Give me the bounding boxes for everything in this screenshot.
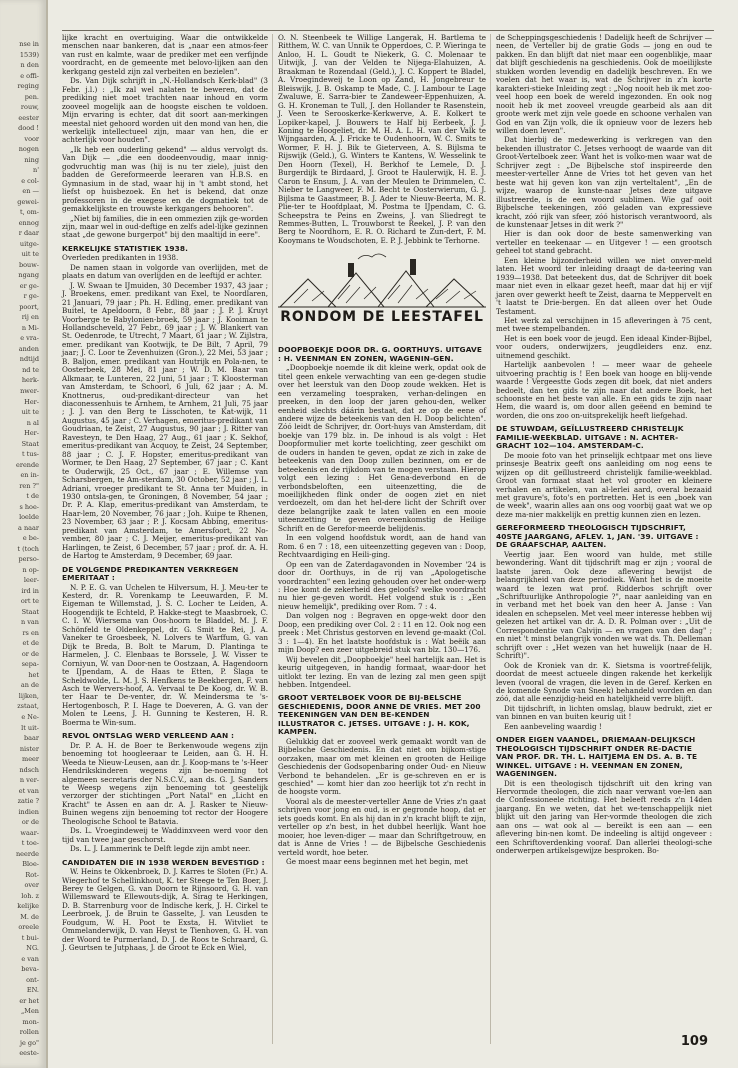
spine-text-fragment: t de <box>26 492 39 501</box>
spine-text-fragment: eester <box>18 113 39 122</box>
paragraph: lijke kracht en overtuiging. Waar die ontwikkelde menschen naar bankeren, dat is „naar een atmos-feer van rust en kalmte, waar de prediker met een verfijnde voordracht, en de gemeente met belovo-lijken aan den kerkgang gesteld zijn zal verbeiten en bezielen". <box>62 33 268 76</box>
spine-text-fragment: nister <box>19 744 39 753</box>
paragraph: de Scheppingsgeschiedenis ! Dadelijk heeft de Schrijver — neen, de Verteller bij de gratie Gods — jong en oud te pakken. En dan blijft dat niet maar een oogenblikje, maar dat blijft geschiedenis na geschiedenis. Ook de moeilijkste stukken worden levendig en dadelijk beschreven. En we voelen dat het waar is, wat de Schrijver in z'n korte karakteri-stieke Inleiding zegt : „Nog nooit heb ik met zoo-veel hoop een boek de wereld ingezonden. En ook nog nooit heb ik met zooveel vreugde gearbeid als aan dit groote werk met zijn vele goede en schoone verhalen van God en van Zijn volk, die ik opnieuw voor de lezers heb willen doen leven". <box>496 33 712 135</box>
section-heading: KERKELIJKE STATISTIEK 1938. <box>62 243 189 253</box>
paragraph: Ge moest maar eens beginnen met het begin, met <box>286 857 469 867</box>
spine-text-fragment: e col- <box>21 176 39 185</box>
spine-text-fragment: ning <box>24 155 39 164</box>
review-heading: ONDER EIGEN VAANDEL, DRIEMAAN-DELIJKSCH THEOLOGISCH TIJDSCHRIFT ONDER RE-DACTIE VAN PROF. DR. TH. L. HAITJEMA EN DS. A. B. TE WINKEL. UITGAVE : H. VEENMAN EN ZONEN, WAGENINGEN. <box>496 735 698 779</box>
review-heading: DE STUWDAM, GEÏLLUSTREERD CHRISTELIJK FAMILIE-WEEKBLAD. UITGAVE : N. ACHTER-GRACHT 102—104. AMSTERDAM-C. <box>496 424 684 451</box>
spine-text-fragment: loelde <box>19 513 39 522</box>
spine-text-fragment: nd te <box>22 365 39 374</box>
spine-text-fragment: ndsch <box>19 765 39 774</box>
spine-text-fragment: e van <box>21 954 39 963</box>
paragraph: „Niet bij families, die in een ommezien zijk ge-worden zijn, maar wel in oud-deftige en zelfs adel-lijke gezinnen staat „de gewone burgerpot" bij den maaltijd in eere". <box>62 213 268 240</box>
spine-text-fragment: Rot- <box>25 870 39 879</box>
spine-text-fragment: ort te <box>20 597 39 606</box>
spine-text-fragment: leer- <box>23 576 39 585</box>
spine-text-fragment: zatie ? <box>17 797 39 806</box>
spine-text-fragment: r ge- <box>23 292 39 301</box>
paragraph: Wij bevelen dit „Doopboekje" heel hartelijk aan. Het is keurig uitgegeven, in handig formaat, waar-door het uitlokt ter lezing. En van de lezing zal men geen spijt hebben. Intgendeel. <box>278 654 486 689</box>
column-right <box>496 34 712 1034</box>
spine-text-fragment: e vra- <box>20 334 39 343</box>
spine-text-fragment: poort, <box>19 302 39 311</box>
spine-text-fragment: n al <box>26 418 39 427</box>
spine-text-fragment: er het <box>19 996 39 1005</box>
paragraph: Gelukkig dat er zooveel werk gemaakt wordt van de Bijbelsche Geschiedenis. En dat niet om bijkom-stige oorzaken, maar om met kleinen en grooten de Heilige Geschiedenis der Godsopenbaring onder Oud- en Nieuw Verbond te behandelen. „Er is ge-schreven en er is geschied" — komt hier dan zoo heerlijk tot z'n recht in de hoogste vorm. <box>278 736 486 797</box>
spine-text-fragment: et van <box>18 786 39 795</box>
paragraph: De mooie foto van het prinselijk echtpaar met ons lieve prinsesje Beatrix geeft ons aanleiding om nog eens te wijzen op dit geïllustreerd christelijk familie-weekblad. Groot van formaat staat het vol grooter en kleinere verhalen en artikelen, van al-lerlei aard, overal bezaaid met gravure's, foto's en portretten. Het is een „boek van de week", waarin alles aan ons oog voorbij gaat wat we op deze ma-nier makkelijk en prettig kunnen zien en lezen. <box>496 450 712 519</box>
section-heading: CANDIDATEN DIE IN 1938 WERDEN BEVESTIGD : <box>62 857 265 867</box>
paragraph: Ds. L. J. Lammerink te Delft legde zijn ambt neer. <box>70 844 251 854</box>
spine-text-fragment: zstaat, <box>17 702 39 711</box>
spine-text-fragment: gewei- <box>17 197 39 206</box>
column-divider <box>490 34 491 1044</box>
spine-text-fragment: t (toch <box>17 544 39 553</box>
spine-text-fragment: en — <box>22 187 39 196</box>
review-heading: GEREFORMEERD THEOLOGISCH TIJDSCHRIFT, 40STE JAARGANG, AFLEV. 1, JAN. '39. UITGAVE : DE GRAAFSCHAP, AALTEN. <box>496 523 699 550</box>
paragraph: Hier is dan ook door de beste samenwerking van verteller en teekenaar — en Uitgever ! — een grootsch geheel tot stand gebracht. <box>496 229 712 256</box>
banner-title: RONDOM DE LEESTAFEL <box>280 309 484 326</box>
spine-text-fragment: ren ?" <box>19 481 39 490</box>
spine-text-fragment: nse in <box>19 40 39 48</box>
spine-text-fragment: t toe- <box>21 839 39 848</box>
paragraph: J. W. Swaan te IJmuiden, 30 December 1937, 43 jaar ; J. Broekens, emer. predikant van Exel, te Noordlaren, 21 Januari, 79 jaar ; Ph. H. Edling, emer. predikant van Buitel, te Apeldoorn, 8 Febr., 88 jaar ; J. P. J. Kruyt Voorberge te Babylonien-broek, 59 jaar ; J. Kooiman te Hollandscheveld, 27 Febr., 69 jaar ; J. W. Blankert van St. Oedenrode, te Utrecht, 7 Maart, 61 jaar ; W. Zijlstra, emer. predikant van Kootwijk, te De Bilt, 7 April, 79 jaar; J. C. Loor te Zevenhuizen (Gron.), 22 Mei, 53 jaar ; B. Baljon, emer. predikant van Houtrijk en Pola-nen, te Oosterbeek, 28 Mei, 81 jaar ; W. D. M. Baar van Alkmaar, te Lunteren, 22 Juni, 51 jaar ; T. Kloosterman van Amsterdam, te Schoorl, 6 Juli, 62 jaar ; A. M. Knottnerus, oud-predikant-directeur van het diaconessenhuis te Arnhem, te Arnhem, 21 Juli, 75 jaar ; J. J. van den Berg te Lisschoten, te Kat-wijk, 11 Augustus, 45 jaar ; C. Verhagen, emeritus-predikant van Goudriaan, te Zeist, 27 Augustus, 90 jaar ; J. Ritter van Ravesteyn, te Den Haag, 27 Aug., 61 jaar ; K. Sekhof, emeritus-predikant van Acquoy, te Zeist, 24 September, 88 jaar ; C. J. F. Hopster, emeritus-predikant van Wormer, te Den Haag, 27 September, 67 jaar ; C. Kant te Ouderwijk, 25 Oct., 67 jaar ; E. Willemse van Scharsbergen, te Am-sterdam, 30 October, 52 jaar ; J. L. Adriani, vroeger predikant te St. Anna ter Muiden, in 1930 ontsla-gen, te Groningen, 8 November, 54 jaar ; Dr. P. A. Klap, emeritus-predikant van Amsterdam, te Haar-lem, 20 November, 76 jaar ; Joh. Kuipe te Rhenen, 23 November, 63 jaar ; P. J. Kocsam Abbing, emeritus-predikant van Amsterdam, te Amersfoort, 22 No-vember, 80 jaar ; C. J. Meijer, emeritus-predikant van Harlingen, te Zeist, 6 December, 57 jaar ; prof. dr. A. H. de Hartog te Amsterdam, 9 December, 69 jaar. <box>62 280 268 561</box>
spine-text-fragment: n Mi- <box>21 323 39 332</box>
spine-text-fragment: n van <box>21 618 39 627</box>
spine-text-fragment: n ver- <box>19 776 39 785</box>
spine-text-fragment: nwer- <box>20 387 39 395</box>
section-banner <box>278 249 486 341</box>
spine-text-fragment: lijken, <box>18 691 39 700</box>
spine-text-fragment: je go" <box>20 1038 39 1047</box>
paragraph: W. Heins te Okkenbroek, D. J. Karres te Sloten (Fr.) A. Wiegerhof te Schellinkhout, K. ter Steege te Ten Boer, J. Berey te Gelgen, G. van Doorn te Rijnsoord, G. H. van Willemsward te Ellewouts-dijk, A. Sirag te Herkingen, D. B. Starrenburg voor de Indische kerk, J. H. Cirkel te Leerbroek, J. de Bruin te Gasselte, J. van Leusden te Foudgum, W. H. Poot te Exsta, H. Witvliet te Ommelanderwijk, D. van Heyst te Tienhoven, G. H. van der Woord te Purmerland, D. J. de Roos te Schraard, G. J. Geurtsen te Jutphaas, J. de Groot te Eck en Wiel, <box>62 867 268 953</box>
spine-text-fragment: loh. z <box>21 891 39 900</box>
page-number: 109 <box>680 1034 708 1049</box>
paragraph: Het werk zal verschijnen in 15 afleveringen à 75 cent, met twee stempelbanden. <box>496 315 712 334</box>
paragraph: De namen staan in volgorde van overlijden, met de plaats en datum van overlijden en de leeftijd er achter. <box>62 262 268 281</box>
paragraph: Dan volgen nog : Begraven en opge-wekt door den Doop, een prediking over Col. 2 : 11 en 12. Ook nog een preek : Met Christus gestorven en levend ge-maakt (Col. 3 : 1—4). En het laatste hoofdstuk is : Wat beëik aan mijn Doop? een zeer uitgebreid stuk van blz. 130—176. <box>278 611 486 655</box>
spine-text-fragment: en in- <box>20 471 39 480</box>
paragraph: Het is een boek voor de jeugd. Een ideaal Kinder-Bijbel, voor ouders, onderwijzers, jeugdleiders enz. enz. uitnemend geschikt. <box>496 333 712 360</box>
spine-text-fragment: Staat <box>21 607 39 616</box>
spine-text-fragment: r daar <box>18 229 39 238</box>
spine-text-fragment: e be- <box>22 534 39 543</box>
spine-text-fragment: bouw- <box>18 260 39 269</box>
spine-text-fragment: M. de <box>20 912 39 921</box>
top-rule <box>62 30 714 31</box>
spine-text-fragment: s hoe- <box>19 502 39 511</box>
spine-text-fragment: EN. <box>26 986 39 995</box>
spine-text-fragment: NG. <box>26 944 39 953</box>
review-heading: DOOPBOEKJE DOOR DR. G. OORTHUYS. UITGAVE : H. VEENMAN EN ZONEN, WAGENIN-GEN. <box>278 345 482 363</box>
spine-text-fragment: uit te <box>21 408 39 417</box>
spine-text-fragment: oreele <box>18 923 39 932</box>
spine-text-fragment: Staat <box>21 439 39 448</box>
spine-text-fragment: sepa- <box>21 660 39 669</box>
spine-text-fragment: e offi- <box>20 71 39 80</box>
spine-text-fragment: uit te <box>21 250 39 259</box>
spine-text-fragment: over <box>24 881 39 890</box>
paragraph: Hartelijk aanbevolen ! — meer waar de geheele uitvoering prachtig is ! Een boek van hooge en blij-vende waarde ! Vergeestte Gods zegen dit boek, dat niet anders bedoelt, dan ten gids te zijn naar dat andere Boek, het schoonste en het beste van alle. En een gids te zijn naar Hem, die waard is, om door allen geëend en bemind te worden, die ons zoo on-uitsprekelijk heeft liefgehad. <box>496 360 712 420</box>
column-middle <box>278 34 486 1046</box>
paragraph: Overleden predikanten in 1938. <box>62 253 179 263</box>
spine-text-fragment: ennog <box>18 218 39 227</box>
spine-text-fragment: het <box>28 670 39 679</box>
paragraph: Een kleine bijzonderheid willen we niet onver-meld laten. Het woord ter inleiding draagt de da-teering van 1939—1938. Dat beteekent dus, dat de Schrijver dit boek maar niet even in elkaar gezet heeft, maar dat hij er vijf jaren over gewerkt heeft te Zeist, daarna te Meppervelt en 't laatst te Drie-bergen. En dat alleen over het Oude Testament. <box>496 255 712 316</box>
section-heading: REVOL ONTSLAG WERD VERLEEND AAN : <box>62 731 235 741</box>
spine-text-fragment: or de <box>21 649 39 658</box>
paragraph: Een aanbeveling waardig ! <box>504 721 602 731</box>
adjacent-page-edge <box>0 0 48 1068</box>
spine-text-fragment: a naar <box>18 523 39 532</box>
spine-text-fragment: reging <box>17 82 39 91</box>
spine-text-fragment: rouw, <box>20 103 39 112</box>
spine-text-fragment: uitge- <box>19 239 39 248</box>
spine-text-fragment: rs en <box>22 628 39 637</box>
paragraph: Ook de Kroniek van dr. K. Sietsma is voortref-felijk, doordat de meest actueele dingen rakende het kerkelijk leven (vooral de vragen, die leven in de Geref. Kerken en de komende Synode van Sneek) behandeld worden en dan zóó, dat alle eenzijdig-heid en hatelijkheid verre blijft. <box>496 660 712 704</box>
paragraph: Veertig jaar. Een woord van hulde, met stille bewondering. Want dit tijdschrift mag er zijn ; vooral de laatste jaren. Ook deze aflevering bewijst de belangrijkheid van deze periodiek. Want het is de moeite waard te lezen wat prof. Ridderbos schrijft over „Schriftuurlijke Anthropologie ?", naar aanleiding van en in verband met het boek van den heer A. Janse : Van idealen en schepselen. Met veel meer interesse hebben wij gelezen het artikel van dr. A. D. R. Polman over : „Uit de Correspondentie van Calvijn — en vragen van den dag" ; en niet 't minst belangrijk vonden we wat ds. Th. Delleman schrijft over : „Het wezen van het huwelijk (naar de H. Schrift)". <box>496 549 712 661</box>
spine-text-fragment: eeste- <box>19 1049 39 1058</box>
spine-text-fragment: „Men <box>20 1007 39 1016</box>
paragraph: O. N. Steenbeek te Willige Langerak, H. Bartlema te Ritthem, W. C. van Unnik te Opperdoes, C. P. Wieringa te Anloo, H. L. Goudt te Niekerk, G. C. Molenaar te Uitwijk, J. van der Velden te Nijega-Elahuizen, A. Braakman te Rozendaal (Geld.), J. C. Koppert te Bladel, A. Vroegindeweij te Loon op Zand, H. Jongebreur te Bleiswijk, J. B. Oskamp te Made, C. J. Lambour te Lage Zwaluwe, E. Sarra-bier te Zandeweer-Eppenhuizen, A. G. H. Kroneman te Tull, J. den Hollander te Rasenstein, J. Veen te Serooskerke-Kerkwerve, A. E. Kolkert te Lopiker-kapel, J. Bouwers te Half bij Eerbeek, J. J. Koning te Hoogeliet, dr. M. H. A. L. H. van der Valk te Wijngaarden, A. J. Fricke te Oudenhoorn, W. C. Smits te Wormer, F. H. J. Bik te Gieterveen, A. S. Bijlsma te Rijswijk (Geld.), G. Winters te Kantens, W. Wesselink te Den Hoorn (Texel), H. Berkhof te Lemele, D. J. Burgerdijk te Birdaard, J. Groot te Haulerwijk, H. E. J. Caron te Ensum, J. A. van der Meulen te Drimmelen, C. Nieber te Langweer, F. M. Becht te Oosterwierum, G. J. Bijlsma te Gaastmeer, B. J. Ader te Nieuw-Beerta, M. R. Plie-ter te Hoofdplaat, M. Postma te IJpendam, C. G. Scheepstra te Peins en Zweins, J. van Sliedregt te Remmes-Butten, L. Trouwborst te Reekel, J. P. van den Berg te Noordhorn, E. R. O. Richard te Zun-dert, F. M. Kooymans te Woudschoten, E. P. J. Jebbink te Terhorne. <box>278 33 486 245</box>
spine-text-fragment: Her- <box>24 429 39 438</box>
rooftop-illustration <box>278 249 486 341</box>
spine-text-fragment: ird in <box>21 586 39 595</box>
paragraph: „Ik heb een ouderling gekend" — aldus vervolgt ds. Van Dijk — „die een doodeenvoudig, maar innig-godvruchtig man was (hij is nu ter ziele), juist den badden de Gereformeerde leeraren van H.B.S. en Gymnasium in de stad, waar hij in 't ambt stond, het liefst op huisbezoek. En het is bekend, dat onze professoren in de exegese en de dogmatiek tot de gemakkelijkste en trouwste kerkgangers behooren". <box>62 144 268 214</box>
spine-text-fragment: indien <box>18 807 39 816</box>
paragraph: Dit tijdschrift, in lichten omslag, blauw bedrukt, ziet er van binnen en van buiten keurig uit ! <box>496 703 712 722</box>
spine-text-fragment: kelijke <box>17 902 39 911</box>
spine-text-fragment: ont- <box>26 975 39 984</box>
review-heading: GROOT VERTELBOEK VOOR DE BIJ-BELSCHE GESCHIEDENIS, DOOR ANNE DE VRIES. MET 200 TEEKENINGEN VAN DEN BE-KENDEN ILLUSTRATOR C. JETSES. UITGAVE : J. H. KOK, KAMPEN. <box>278 693 481 737</box>
spine-text-fragment: voor <box>24 134 39 143</box>
spine-text-fragment: er ge- <box>19 281 39 290</box>
spine-text-fragment: waar- <box>20 828 39 837</box>
spine-text-fragment: t bui- <box>21 933 39 942</box>
spine-text-fragment: rollen <box>19 1028 39 1037</box>
spine-text-fragment: Her- <box>24 397 39 406</box>
spine-text-fragment: baar <box>23 734 39 743</box>
spine-text-fragment: lt uit- <box>21 723 39 732</box>
spine-text-fragment: e Ne- <box>21 712 39 721</box>
spine-text-fragment: n den <box>20 61 39 70</box>
spine-text-fragment: an de <box>20 681 39 690</box>
paragraph: Ds. L. Vroegindeweij te Waddinxveen werd voor den tijd van twee jaar geschorst. <box>62 826 268 844</box>
spine-text-fragment: neerde <box>16 849 39 858</box>
spine-text-fragment: erende <box>16 460 39 469</box>
paragraph: Ds. Van Dijk schrijft in „N.-Hollandsch Kerk-blad" (3 Febr. j.l.) : „Ik zal wel nalaten te beweren, dat de prediking niet moet trachten naar inhoud en vorm zooveel mogelijk aan de hoogste eischen te voldoen. Mijn ervaring is echter, dat dit soort aan-merkingen meestal niet gehoord worden uit den mond van hen, die werkelijk intellectueel zijn, maar van hen, die er achterlijk voor houden". <box>62 76 268 145</box>
spine-text-fragment: et de <box>22 639 39 648</box>
spine-text-fragment: or de <box>21 818 39 827</box>
spine-text-fragment: t, om- <box>19 208 39 217</box>
spine-text-fragment: herk- <box>21 376 39 385</box>
spine-text-fragment: ngang <box>18 271 39 280</box>
paragraph: „Doopboekje noemde ik dit kleine werk, opdat ook de titel geen enkele verwachting van een ge-degen studie over het leerstuk van den Doop zoude wekken. Het is een verzameling toespraken, verhan-delingen en preeken, in den loop der jaren gehou-den, welker eenheid slechts dáárin bestaat, dat ze op de eene of andere wijze de beteekenis van den H. Doop belichten". Zóó leidt de Schrijver, dr. Oort-huys van Amsterdam, dit boekje van 179 blz. in. De inhoud is als volgt : Het Doopformulier met korte toelichting, zeer geschikt om de ouders in handen te geven, opdat ze zich in zake de beteekenis van den Doop zullen bezinnen, om er de beteekenis en de rijkdom van te mogen verstaan. Hierop volgt een lezing : Het Gena-deverbond en de verbondsbeloften, een uiteenzetting, die de moeilijkheden flink onder de oogen ziet en niet verdoezelt, om dan het hel-dere licht der Schrift over deze belangrijke zaak te laten vallen en een mooie uiteenzetting te geven overeenkomstig de Heilige Schrift en de Gerefor-meerde belijdenis. <box>278 363 486 533</box>
section-heading: DE VOLGENDE PREDIKANTEN VERKREGEN EMERITAAT : <box>62 564 239 583</box>
spine-text-fragment: meer <box>22 755 39 764</box>
paragraph: Op een van de Zaterdagavonden in November '24 is door dr. Oorthuys, in de rij van „Apologetische voordrachten" een lezing gehouden over het onder-werp : Hoe komt de zekerheid des geloofs? welke voordracht nu hier ge-geven wordt. Het volgend stuk is : „Een nieuw hemelijk", prediking over Rom. 7 : 4. <box>278 559 486 611</box>
spine-text-fragment: 1539) <box>19 50 39 59</box>
spine-text-fragment: rij en <box>21 313 39 322</box>
spine-text-fragment: n op- <box>22 565 39 574</box>
spine-text-fragment: mon- <box>22 1017 39 1026</box>
spine-text-fragment: ndtijd <box>19 355 39 364</box>
spine-text-fragment: Bloe- <box>22 860 39 869</box>
spine-text-fragment: anden <box>18 344 39 353</box>
spine-text-fragment: beva- <box>21 965 39 974</box>
paragraph: In een volgend hoofdstuk wordt, aan de hand van Rom. 6 en 7 : 18, een uiteenzetting gegeven van : Doop, Rechtvaardiging en Heili-ging. <box>278 533 486 560</box>
paragraph: N. P. E. G. van Uchelen te Hilversum, H. J. Meu-ter te Kesterd, dr. R. Vorenkamp te Leeuwarden, F. M. Eigeman te Willemstad, J. S. C. Locher te Leiden, A. Hoogendijk te Echteld, P. Hakke-stegt te Maasbroek, C. C. I. W. Wiersema van Oos-hoorn te Bladdel, M. J. F. Schönfeld te Oldenkeppel, dr. G. Smit te Rei, J. A. Vaneker te Groesbeek, N. Lolvers te Warffum, G. van Dijk te Breda, B. Bolt te Marum, D. Plantinga te Harmelen, J. C. Elenbaas te Borssele, J. W. Visser te Corniyun, W. van Door-nen te Oostzaan, A. Hagendoorn te IJpendam, A. de Haas te Etten, P. Slaga te Scheldwolde, L. M. J. S. Henfkens te Beekbergen, F. van Asch te Wervers-hoof, A. Vervaal te De Koog, dr. W. B. ter Haar te De-venter, dr. W. Meindersma te 's-Hertogenbosch, P. I. Hage te Doeveren, A. G. van der Molen te Leens, J. H. Gunning te Kesteren, H. R. Boerma te Win-sum. <box>62 582 268 727</box>
paragraph: Dr. P. A. H. de Boer te Berkenwoude wegens zijn benoeming tot hoogleeraar te Leiden, aan G. H. H. Weeda te Nieuw-Leusen, aan dr. J. Koop-mans te 's-Heer Hendrikskinderen wegens zijn be-noeming tot algemeen secretaris der N.S.C.V., aan ds. G. J. Sanders te Weesp wegens zijn benoeming tot geestelijk verzorger der stichtingen „Port Natal" en „Licht en Kracht" te Assen en aan dr. A. J. Rasker te Nieuw-Buinen wegens zijn benoeming tot rector der Hoogere Theologische School te Batavia. <box>62 740 268 826</box>
spine-text-fragment: perso- <box>18 555 39 564</box>
spine-text-fragment: n' <box>33 166 39 175</box>
spine-text-fragment: dood ! <box>18 124 39 133</box>
column-left <box>62 34 268 1046</box>
spine-text-fragment: pen. <box>24 92 39 101</box>
paragraph: Dat hierbij de medewerking is verkregen van den bekenden illustrator C. Jetses verhoogt de waarde van dit Groot-Vertelboek zeer. Want het is volko-men waar wat de Schrijver zegt : „De Bijbelsche stof inspireerde den meester-verteller Anne de Vries tot het geven van het beste wat hij geven kon van zijn verteltalent", „En de wijze, waarop de kunste-naar Jetses deze uitgave illustreerde, is de een woord sublimen. Wie gaf ooit Bijbelsche teekeningen, zóó geladen van expressieve kracht, zóó rijk van sfeer, zóó historisch verantwoord, als de kunstenaar Jetses in dit werk ?" <box>496 135 712 229</box>
paragraph: Dit is een theologisch tijdschrift uit den kring van Hervormde theologen, die zich naar verwant voe-len aan de Confessioneele richting. Het beleeft reeds z'n 14den jaargang. En we weten, dat het we-tenschappelijk niet blijkt uit den jaring van Her-vormde theologen die zich aan ons — wat ook al — bereikt is een aan — een aflevering bin-nen komt. De indeeling is altijd ongeveer : een Schriftoverdenking vooraf. Dan allerlei theologi-sche onderwerpen artikelsgewijze besproken. Bo- <box>496 778 712 856</box>
spine-text-fragment: nogen <box>18 145 39 154</box>
column-divider <box>272 34 273 1044</box>
paragraph: Vooral als de meester-verteller Anne de Vries z'n gaat schrijven voor jong en oud, is er gegronde hoop, dat er iets goeds komt. En als hij dan in z'n kracht blijft te zijn, verteller op z'n best, in het dubbel heerlijk. Want hoe mooier, hoe leven-diger — maar dan Schriftgetrouw, en dat is Anne de Vries ! — de Bijbelsche Geschiedenis verteld wordt, hoe beter. <box>278 796 486 857</box>
spine-text-fragment: t tus- <box>21 450 39 459</box>
